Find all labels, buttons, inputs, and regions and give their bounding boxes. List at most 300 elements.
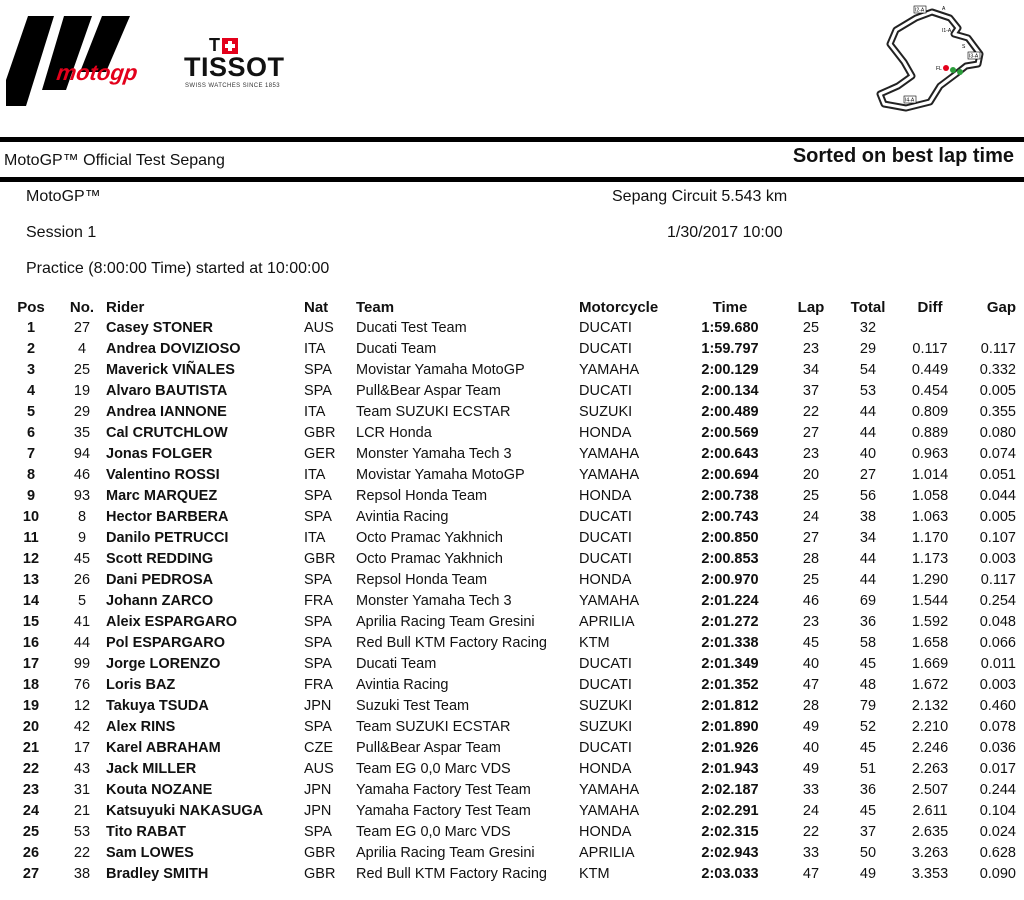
cell-team: Avintia Racing bbox=[356, 508, 449, 525]
cell-no: 99 bbox=[73, 655, 91, 672]
table-row bbox=[0, 821, 1024, 842]
cell-diff: 1.290 bbox=[911, 571, 949, 588]
cell-time: 2:02.943 bbox=[701, 844, 759, 861]
col-gap: Gap bbox=[986, 298, 1016, 316]
cell-total: 44 bbox=[859, 424, 877, 441]
track-marker-icon bbox=[957, 69, 963, 75]
sort-label: Sorted on best lap time bbox=[792, 145, 1014, 167]
track-label: FL bbox=[936, 66, 942, 72]
cell-gap: 0.078 bbox=[979, 718, 1016, 735]
cell-pos: 24 bbox=[22, 802, 40, 819]
col-team: Team bbox=[356, 298, 395, 316]
cell-motorcycle: DUCATI bbox=[579, 550, 632, 567]
cell-motorcycle: DUCATI bbox=[579, 529, 632, 546]
cell-total: 40 bbox=[859, 445, 877, 462]
cell-rider: Casey STONER bbox=[106, 319, 213, 336]
cell-motorcycle: SUZUKI bbox=[579, 718, 633, 735]
track-label: I1-A bbox=[942, 28, 952, 34]
cell-rider: Maverick VIÑALES bbox=[106, 361, 235, 378]
table-row bbox=[0, 380, 1024, 401]
cell-motorcycle: HONDA bbox=[579, 823, 632, 840]
cell-motorcycle: YAMAHA bbox=[579, 592, 640, 609]
cell-rider: Jack MILLER bbox=[106, 760, 197, 777]
cell-motorcycle: YAMAHA bbox=[579, 781, 640, 798]
cell-no: 17 bbox=[73, 739, 91, 756]
cell-gap: 0.244 bbox=[979, 781, 1016, 798]
cell-lap: 22 bbox=[802, 403, 820, 420]
cell-lap: 33 bbox=[802, 781, 820, 798]
cell-total: 58 bbox=[859, 634, 877, 651]
table-header-row bbox=[0, 297, 1024, 317]
cell-rider: Andrea DOVIZIOSO bbox=[106, 340, 241, 357]
cell-gap: 0.080 bbox=[979, 424, 1016, 441]
cell-gap: 0.048 bbox=[979, 613, 1016, 630]
table-row bbox=[0, 758, 1024, 779]
cell-diff: 3.353 bbox=[911, 865, 949, 882]
cell-pos: 4 bbox=[26, 382, 36, 399]
cell-time: 2:00.643 bbox=[701, 445, 759, 462]
cell-nat: SPA bbox=[304, 613, 332, 630]
cell-pos: 5 bbox=[26, 403, 36, 420]
cell-time: 1:59.797 bbox=[701, 340, 759, 357]
cell-gap bbox=[963, 317, 1024, 338]
cell-nat: ITA bbox=[304, 466, 326, 483]
cell-team: Team SUZUKI ECSTAR bbox=[356, 403, 511, 420]
cell-team: Pull&Bear Aspar Team bbox=[356, 382, 501, 399]
cell-no: 22 bbox=[73, 844, 91, 861]
motogp-logo bbox=[6, 8, 176, 108]
cell-rider: Sam LOWES bbox=[106, 844, 194, 861]
cell-gap: 0.017 bbox=[979, 760, 1016, 777]
header-rule-bottom bbox=[0, 177, 1024, 182]
cell-total: 34 bbox=[859, 529, 877, 546]
cell-total: 37 bbox=[859, 823, 877, 840]
cell-lap: 25 bbox=[802, 571, 820, 588]
cell-diff: 1.669 bbox=[911, 655, 949, 672]
cell-gap: 0.044 bbox=[979, 487, 1016, 504]
cell-no: 21 bbox=[73, 802, 91, 819]
cell-pos: 1 bbox=[26, 319, 36, 336]
cell-lap: 23 bbox=[802, 445, 820, 462]
cell-total: 29 bbox=[859, 340, 877, 357]
cell-gap: 0.460 bbox=[979, 697, 1016, 714]
cell-pos: 6 bbox=[26, 424, 36, 441]
cell-team: Repsol Honda Team bbox=[356, 487, 488, 504]
cell-diff: 1.063 bbox=[911, 508, 949, 525]
cell-gap: 0.090 bbox=[979, 865, 1016, 882]
cell-team: Ducati Team bbox=[356, 655, 437, 672]
cell-lap: 37 bbox=[802, 382, 820, 399]
cell-no: 25 bbox=[73, 361, 91, 378]
table-row bbox=[0, 548, 1024, 569]
cell-total: 38 bbox=[859, 508, 877, 525]
cell-nat: SPA bbox=[304, 382, 332, 399]
cell-rider: Marc MARQUEZ bbox=[106, 487, 218, 504]
cell-team: Movistar Yamaha MotoGP bbox=[356, 466, 525, 483]
cell-no: 42 bbox=[73, 718, 91, 735]
cell-gap: 0.005 bbox=[979, 508, 1016, 525]
cell-lap: 49 bbox=[802, 760, 820, 777]
table-row bbox=[0, 422, 1024, 443]
table-row bbox=[0, 674, 1024, 695]
cell-time: 2:00.743 bbox=[701, 508, 759, 525]
cell-nat: GBR bbox=[304, 424, 336, 441]
cell-no: 9 bbox=[77, 529, 87, 546]
cell-team: Team EG 0,0 Marc VDS bbox=[356, 823, 511, 840]
table-row bbox=[0, 506, 1024, 527]
tissot-wordmark: TISSOT bbox=[184, 52, 285, 82]
col-total: Total bbox=[850, 298, 886, 316]
cell-team: Monster Yamaha Tech 3 bbox=[356, 445, 512, 462]
cell-pos: 20 bbox=[22, 718, 40, 735]
cell-pos: 10 bbox=[22, 508, 40, 525]
cell-pos: 23 bbox=[22, 781, 40, 798]
circuit-label: Sepang Circuit 5.543 km bbox=[612, 188, 788, 205]
cell-motorcycle: HONDA bbox=[579, 487, 632, 504]
cell-nat: SPA bbox=[304, 634, 332, 651]
cell-time: 2:01.943 bbox=[701, 760, 759, 777]
cell-pos: 18 bbox=[22, 676, 40, 693]
table-row bbox=[0, 716, 1024, 737]
cell-pos: 22 bbox=[22, 760, 40, 777]
cell-gap: 0.036 bbox=[979, 739, 1016, 756]
cell-time: 1:59.680 bbox=[701, 319, 759, 336]
cell-rider: Danilo PETRUCCI bbox=[106, 529, 229, 546]
cell-total: 50 bbox=[859, 844, 877, 861]
cell-no: 38 bbox=[73, 865, 91, 882]
cell-motorcycle: YAMAHA bbox=[579, 466, 640, 483]
cell-diff: 2.132 bbox=[911, 697, 949, 714]
col-nat: Nat bbox=[304, 298, 329, 316]
cell-rider: Valentino ROSSI bbox=[106, 466, 220, 483]
cell-team: Red Bull KTM Factory Racing bbox=[356, 634, 547, 651]
cell-rider: Pol ESPARGARO bbox=[106, 634, 225, 651]
cell-lap: 24 bbox=[802, 508, 820, 525]
cell-diff: 3.263 bbox=[911, 844, 949, 861]
cell-motorcycle: DUCATI bbox=[579, 319, 632, 336]
event-title: MotoGP™ Official Test Sepang bbox=[4, 152, 225, 169]
cell-gap: 0.355 bbox=[979, 403, 1016, 420]
cell-no: 45 bbox=[73, 550, 91, 567]
cell-no: 4 bbox=[77, 340, 87, 357]
cell-time: 2:01.812 bbox=[701, 697, 759, 714]
tissot-logo bbox=[182, 35, 292, 98]
cell-team: Avintia Racing bbox=[356, 676, 449, 693]
cell-team: Ducati Team bbox=[356, 340, 437, 357]
cell-team: Aprilia Racing Team Gresini bbox=[356, 844, 535, 861]
cell-total: 32 bbox=[859, 319, 877, 336]
cell-total: 56 bbox=[859, 487, 877, 504]
cell-team: Octo Pramac Yakhnich bbox=[356, 529, 503, 546]
cell-nat: GER bbox=[304, 445, 336, 462]
cell-motorcycle: DUCATI bbox=[579, 340, 632, 357]
cell-lap: 23 bbox=[802, 613, 820, 630]
cell-pos: 8 bbox=[26, 466, 36, 483]
table-row bbox=[0, 590, 1024, 611]
cell-rider: Jonas FOLGER bbox=[106, 445, 213, 462]
cell-lap: 23 bbox=[802, 340, 820, 357]
cell-no: 93 bbox=[73, 487, 91, 504]
cell-total: 54 bbox=[859, 361, 877, 378]
track-label: I4-A bbox=[905, 97, 915, 104]
cell-lap: 46 bbox=[802, 592, 820, 609]
cell-total: 45 bbox=[859, 739, 877, 756]
cell-team: LCR Honda bbox=[356, 424, 432, 441]
col-motorcycle: Motorcycle bbox=[579, 298, 659, 316]
cell-lap: 47 bbox=[802, 676, 820, 693]
cell-team: Team SUZUKI ECSTAR bbox=[356, 718, 511, 735]
cell-nat: FRA bbox=[304, 676, 333, 693]
cell-nat: JPN bbox=[304, 781, 332, 798]
table-row bbox=[0, 317, 1024, 338]
cell-team: Yamaha Factory Test Team bbox=[356, 781, 531, 798]
cell-lap: 20 bbox=[802, 466, 820, 483]
cell-rider: Cal CRUTCHLOW bbox=[106, 424, 228, 441]
cell-no: 5 bbox=[77, 592, 87, 609]
col-lap: Lap bbox=[797, 298, 825, 316]
cell-total: 36 bbox=[859, 781, 877, 798]
cell-diff: 1.544 bbox=[911, 592, 949, 609]
cell-diff: 0.889 bbox=[911, 424, 949, 441]
cell-pos: 19 bbox=[22, 697, 40, 714]
cell-pos: 26 bbox=[22, 844, 40, 861]
cell-diff: 1.672 bbox=[911, 676, 949, 693]
cell-diff: 0.117 bbox=[912, 340, 948, 357]
cell-lap: 28 bbox=[802, 697, 820, 714]
col-pos: Pos bbox=[17, 298, 45, 316]
cell-motorcycle: YAMAHA bbox=[579, 802, 640, 819]
cell-diff: 2.635 bbox=[911, 823, 949, 840]
cell-nat: SPA bbox=[304, 718, 332, 735]
table-row bbox=[0, 338, 1024, 359]
cell-lap: 34 bbox=[802, 361, 820, 378]
cell-time: 2:02.315 bbox=[701, 823, 759, 840]
cell-time: 2:02.187 bbox=[701, 781, 759, 798]
logo-area bbox=[0, 0, 300, 125]
cell-motorcycle: DUCATI bbox=[579, 655, 632, 672]
results-table bbox=[0, 297, 1024, 884]
cell-time: 2:01.890 bbox=[701, 718, 759, 735]
table-row bbox=[0, 863, 1024, 884]
cell-gap: 0.117 bbox=[980, 340, 1016, 357]
cell-gap: 0.005 bbox=[979, 382, 1016, 399]
header-rule-top bbox=[0, 137, 1024, 142]
date-label: 1/30/2017 10:00 bbox=[667, 224, 783, 241]
practice-label: Practice (8:00:00 Time) started at 10:00:00 bbox=[26, 260, 330, 277]
cell-time: 2:02.291 bbox=[701, 802, 759, 819]
cell-time: 2:01.349 bbox=[701, 655, 759, 672]
cell-diff: 1.658 bbox=[911, 634, 949, 651]
cell-team: Aprilia Racing Team Gresini bbox=[356, 613, 535, 630]
cell-lap: 27 bbox=[802, 529, 820, 546]
cell-diff: 2.507 bbox=[911, 781, 949, 798]
cell-diff bbox=[897, 317, 963, 338]
cell-lap: 25 bbox=[802, 319, 820, 336]
cell-pos: 7 bbox=[26, 445, 36, 462]
cell-no: 27 bbox=[73, 319, 91, 336]
cell-team: Yamaha Factory Test Team bbox=[356, 802, 531, 819]
tissot-tagline: SWISS WATCHES SINCE 1853 bbox=[185, 83, 280, 89]
cell-lap: 24 bbox=[802, 802, 820, 819]
cell-time: 2:00.738 bbox=[701, 487, 759, 504]
cell-no: 19 bbox=[73, 382, 91, 399]
table-row bbox=[0, 653, 1024, 674]
cell-motorcycle: DUCATI bbox=[579, 508, 632, 525]
cell-nat: ITA bbox=[304, 340, 326, 357]
cell-nat: SPA bbox=[304, 823, 332, 840]
cell-motorcycle: YAMAHA bbox=[579, 445, 640, 462]
cell-pos: 16 bbox=[22, 634, 40, 651]
cell-lap: 47 bbox=[802, 865, 820, 882]
cell-diff: 0.809 bbox=[911, 403, 949, 420]
cell-rider: Karel ABRAHAM bbox=[106, 739, 221, 756]
cell-pos: 15 bbox=[22, 613, 40, 630]
cell-no: 94 bbox=[73, 445, 91, 462]
cell-motorcycle: HONDA bbox=[579, 424, 632, 441]
cell-nat: FRA bbox=[304, 592, 333, 609]
cell-nat: SPA bbox=[304, 655, 332, 672]
cell-time: 2:03.033 bbox=[701, 865, 759, 882]
cell-total: 48 bbox=[859, 676, 877, 693]
cell-total: 44 bbox=[859, 571, 877, 588]
cell-time: 2:00.134 bbox=[701, 382, 759, 399]
cell-time: 2:00.694 bbox=[701, 466, 759, 483]
cell-rider: Alex RINS bbox=[106, 718, 176, 735]
cell-rider: Takuya TSUDA bbox=[106, 697, 209, 714]
cell-total: 69 bbox=[859, 592, 877, 609]
cell-total: 44 bbox=[859, 550, 877, 567]
cell-diff: 2.611 bbox=[912, 802, 948, 819]
cell-rider: Katsuyuki NAKASUGA bbox=[106, 802, 264, 819]
cell-gap: 0.254 bbox=[979, 592, 1016, 609]
cell-pos: 12 bbox=[22, 550, 40, 567]
sepang-circuit-map-icon bbox=[876, 4, 996, 112]
motogp-wordmark: motogp bbox=[55, 60, 140, 85]
cell-team: Red Bull KTM Factory Racing bbox=[356, 865, 547, 882]
cell-rider: Andrea IANNONE bbox=[106, 403, 227, 420]
cell-rider: Hector BARBERA bbox=[106, 508, 229, 525]
cell-time: 2:01.338 bbox=[701, 634, 759, 651]
cell-rider: Alvaro BAUTISTA bbox=[106, 382, 228, 399]
cell-motorcycle: SUZUKI bbox=[579, 697, 633, 714]
track-marker-icon bbox=[943, 65, 949, 71]
cell-motorcycle: APRILIA bbox=[579, 844, 635, 861]
cell-gap: 0.628 bbox=[979, 844, 1016, 861]
cell-diff: 0.454 bbox=[911, 382, 949, 399]
table-row bbox=[0, 695, 1024, 716]
session-label: Session 1 bbox=[26, 224, 97, 241]
cell-motorcycle: SUZUKI bbox=[579, 403, 633, 420]
cell-no: 29 bbox=[73, 403, 91, 420]
cell-team: Movistar Yamaha MotoGP bbox=[356, 361, 525, 378]
cell-nat: JPN bbox=[304, 802, 332, 819]
cell-team: Suzuki Test Team bbox=[356, 697, 470, 714]
cell-nat: CZE bbox=[304, 739, 333, 756]
cell-motorcycle: KTM bbox=[579, 865, 610, 882]
cell-time: 2:00.489 bbox=[701, 403, 759, 420]
cell-lap: 33 bbox=[802, 844, 820, 861]
cell-no: 43 bbox=[73, 760, 91, 777]
cell-lap: 49 bbox=[802, 718, 820, 735]
cell-diff: 1.592 bbox=[911, 613, 949, 630]
cell-gap: 0.104 bbox=[979, 802, 1016, 819]
table-row bbox=[0, 569, 1024, 590]
cell-time: 2:00.853 bbox=[701, 550, 759, 567]
table-row bbox=[0, 359, 1024, 380]
cell-time: 2:01.272 bbox=[701, 613, 759, 630]
table-row bbox=[0, 800, 1024, 821]
cell-pos: 2 bbox=[26, 340, 36, 357]
cell-motorcycle: DUCATI bbox=[579, 676, 632, 693]
cell-team: Ducati Test Team bbox=[356, 319, 467, 336]
cell-gap: 0.074 bbox=[979, 445, 1016, 462]
cell-no: 41 bbox=[73, 613, 91, 630]
cell-lap: 28 bbox=[802, 550, 820, 567]
cell-total: 36 bbox=[859, 613, 877, 630]
cell-nat: GBR bbox=[304, 865, 336, 882]
cell-diff: 2.246 bbox=[911, 739, 949, 756]
cell-total: 53 bbox=[859, 382, 877, 399]
cell-diff: 1.173 bbox=[911, 550, 949, 567]
cell-gap: 0.051 bbox=[979, 466, 1016, 483]
cell-motorcycle: HONDA bbox=[579, 760, 632, 777]
cell-total: 49 bbox=[859, 865, 877, 882]
cell-lap: 45 bbox=[802, 634, 820, 651]
cell-time: 2:01.352 bbox=[701, 676, 759, 693]
table-row bbox=[0, 779, 1024, 800]
cell-motorcycle: DUCATI bbox=[579, 739, 632, 756]
cell-time: 2:00.129 bbox=[701, 361, 759, 378]
table-row bbox=[0, 443, 1024, 464]
cell-lap: 22 bbox=[802, 823, 820, 840]
cell-rider: Dani PEDROSA bbox=[106, 571, 214, 588]
cell-nat: JPN bbox=[304, 697, 332, 714]
cell-nat: GBR bbox=[304, 550, 336, 567]
cell-team: Octo Pramac Yakhnich bbox=[356, 550, 503, 567]
table-row bbox=[0, 611, 1024, 632]
cell-no: 8 bbox=[77, 508, 87, 525]
cell-no: 12 bbox=[73, 697, 91, 714]
cell-gap: 0.332 bbox=[979, 361, 1016, 378]
cell-nat: SPA bbox=[304, 361, 332, 378]
table-row bbox=[0, 632, 1024, 653]
col-no: No. bbox=[69, 298, 95, 316]
cell-team: Team EG 0,0 Marc VDS bbox=[356, 760, 511, 777]
cell-lap: 40 bbox=[802, 739, 820, 756]
cell-pos: 13 bbox=[22, 571, 40, 588]
table-row bbox=[0, 485, 1024, 506]
cell-total: 79 bbox=[859, 697, 877, 714]
cell-diff: 2.210 bbox=[911, 718, 949, 735]
cell-time: 2:01.224 bbox=[701, 592, 759, 609]
cell-diff: 1.058 bbox=[911, 487, 949, 504]
track-label: A bbox=[942, 6, 946, 12]
cell-team: Pull&Bear Aspar Team bbox=[356, 739, 501, 756]
cell-pos: 25 bbox=[22, 823, 40, 840]
cell-total: 27 bbox=[859, 466, 877, 483]
cell-gap: 0.011 bbox=[980, 655, 1016, 672]
cell-total: 45 bbox=[859, 802, 877, 819]
cell-time: 2:00.850 bbox=[701, 529, 759, 546]
cell-nat: AUS bbox=[304, 760, 334, 777]
cell-total: 44 bbox=[859, 403, 877, 420]
track-marker-icon bbox=[950, 67, 956, 73]
cell-motorcycle: DUCATI bbox=[579, 382, 632, 399]
results-body bbox=[0, 317, 1024, 884]
cell-rider: Loris BAZ bbox=[106, 676, 176, 693]
table-row bbox=[0, 464, 1024, 485]
cell-diff: 0.963 bbox=[911, 445, 949, 462]
